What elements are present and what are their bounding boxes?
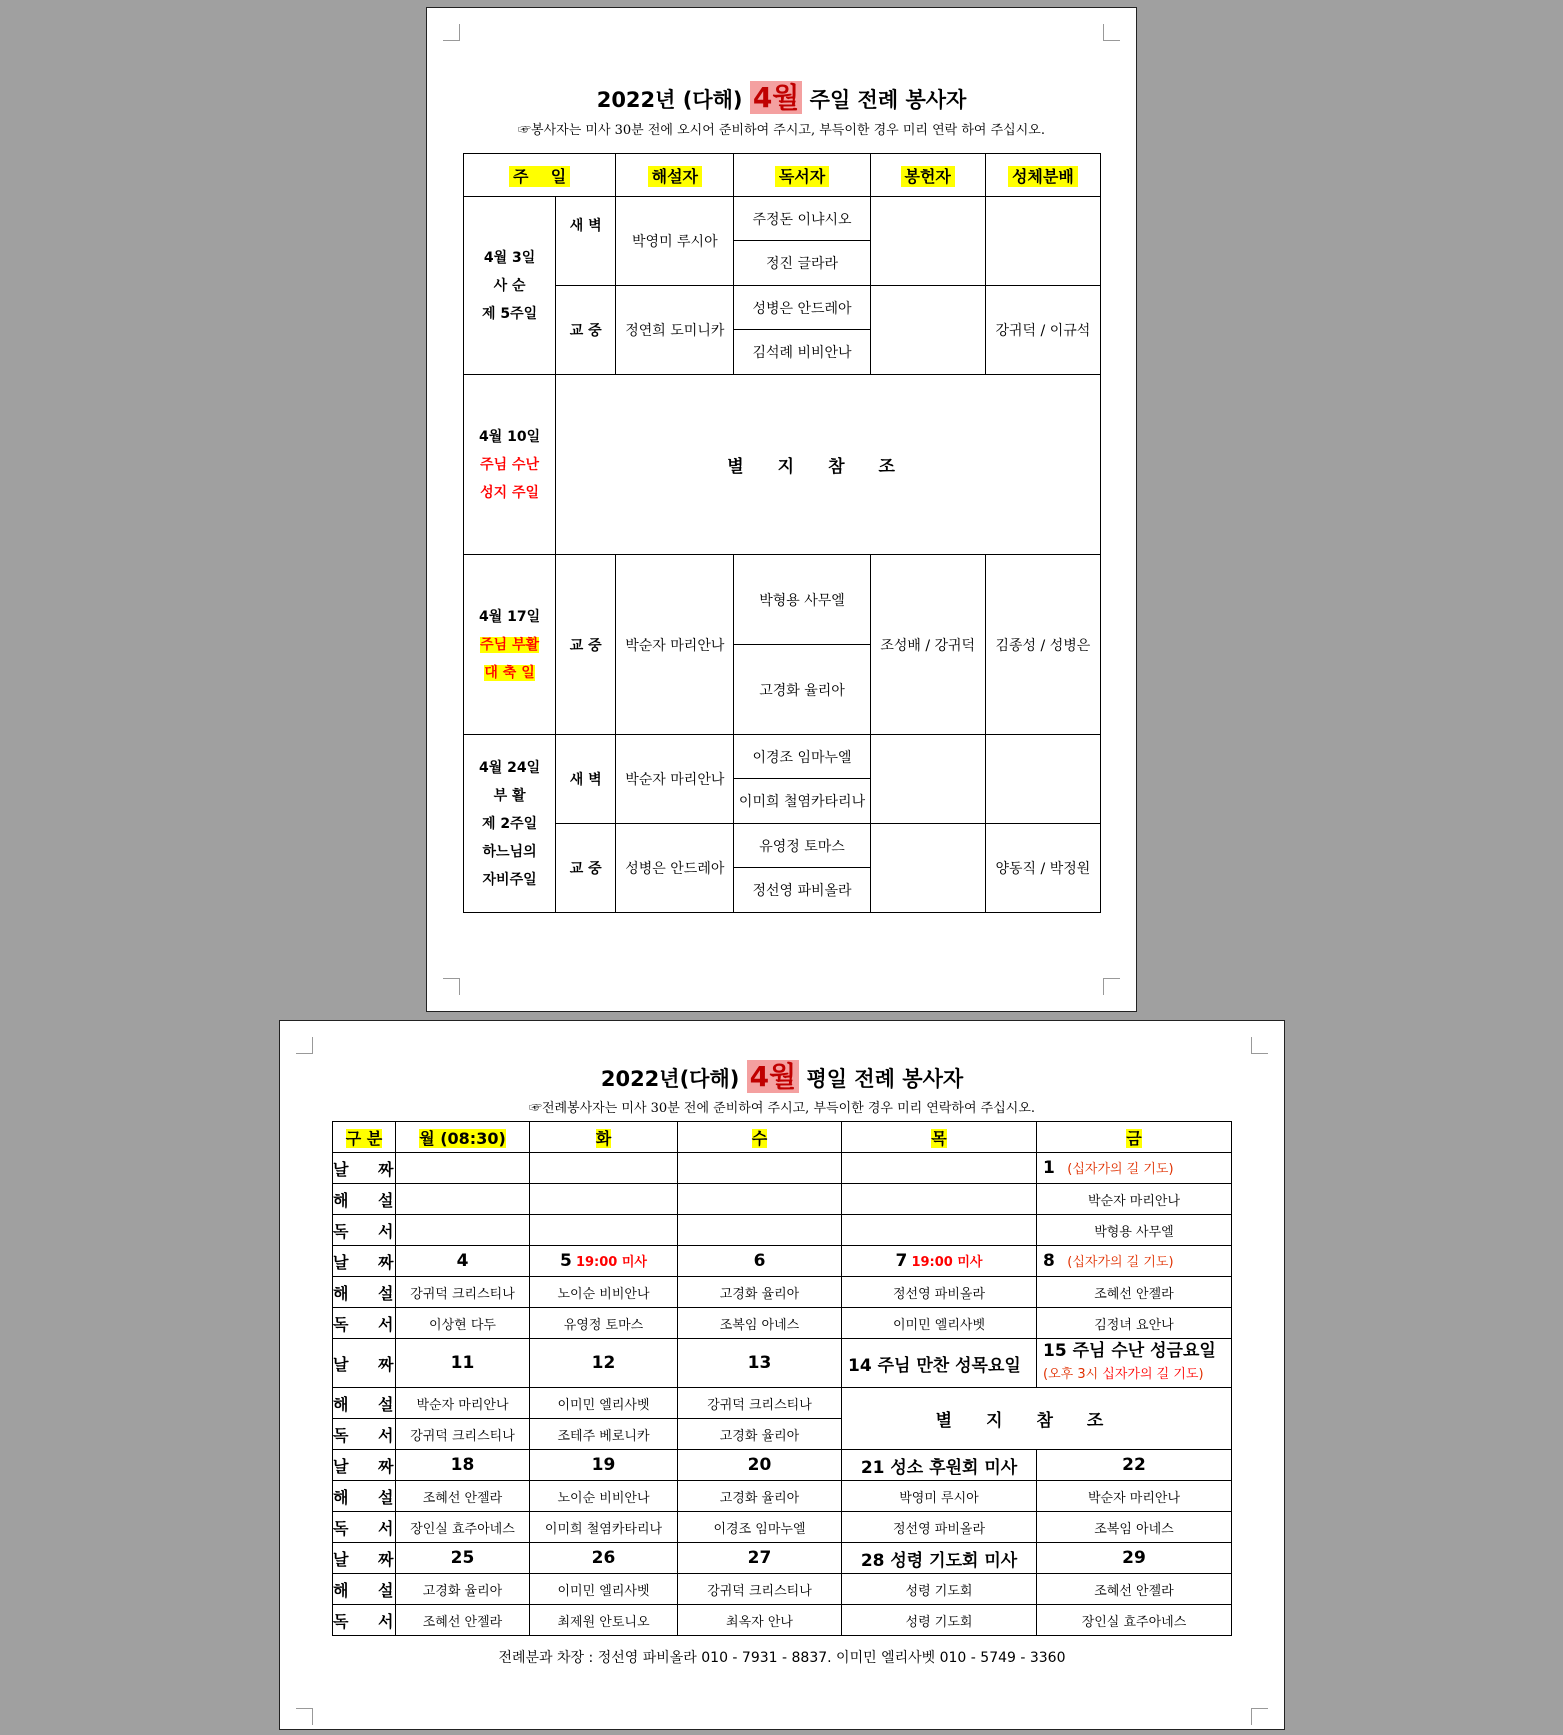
- date-cell: 14 주님 만찬 성목요일: [842, 1339, 1037, 1388]
- commentator-cell: 박순자 마리안나: [616, 735, 734, 824]
- date-row: [333, 1543, 1232, 1574]
- date-cell: 27: [678, 1543, 842, 1574]
- reader-cell: 조복임 아네스: [1037, 1512, 1232, 1543]
- row-label: 날 짜: [333, 1246, 396, 1277]
- reader-cell: 김정녀 요안나: [1037, 1308, 1232, 1339]
- commentator-cell: 고경화 율리아: [396, 1574, 530, 1605]
- commentator-cell: 이미민 엘리사벳: [530, 1388, 678, 1419]
- commentator-cell: 성령 기도회: [842, 1574, 1037, 1605]
- date-cell: 22: [1037, 1450, 1232, 1481]
- row-label: 해 설: [333, 1388, 396, 1419]
- date-cell: 29: [1037, 1543, 1232, 1574]
- table-header-row: [464, 154, 1101, 197]
- header-commentator: 해설자: [648, 166, 702, 187]
- communion-cell: [985, 197, 1100, 286]
- commentator-cell: 노이순 비비안나: [530, 1277, 678, 1308]
- header-wed: 수: [751, 1128, 768, 1148]
- date-row: [333, 1339, 1232, 1388]
- commentator-cell: 고경화 율리아: [678, 1481, 842, 1512]
- page-title: 2022년(다해) 4월 평일 전례 봉사자: [600, 1060, 964, 1093]
- row-label: 해 설: [333, 1184, 396, 1215]
- date-cell: 8 (십자가의 길 기도): [1037, 1246, 1232, 1277]
- day-cell: 4월 3일 사 순 제 5주일: [464, 197, 556, 375]
- crop-mark: [296, 1708, 313, 1725]
- commentator-cell: 고경화 율리아: [678, 1277, 842, 1308]
- reader-cell: 최옥자 안나: [678, 1605, 842, 1636]
- date-row: [333, 1246, 1232, 1277]
- table-row: [464, 735, 1101, 779]
- offertory-cell: [870, 286, 985, 375]
- commentator-cell: 강귀덕 크리스티나: [678, 1574, 842, 1605]
- reader-cell: 박형용 사무엘: [734, 555, 870, 645]
- row-label: 독 서: [333, 1512, 396, 1543]
- reader-cell: 이미희 철염카타리나: [530, 1512, 678, 1543]
- table-header-row: [333, 1122, 1232, 1153]
- date-cell: 28 성령 기도회 미사: [842, 1543, 1037, 1574]
- reader-cell: 이미민 엘리사벳: [842, 1308, 1037, 1339]
- crop-mark: [1251, 1037, 1268, 1054]
- commentator-cell: 정선영 파비올라: [842, 1277, 1037, 1308]
- reader-cell: 유영정 토마스: [530, 1308, 678, 1339]
- header-thu: 목: [931, 1128, 947, 1148]
- commentator-cell: 박영미 루시아: [616, 197, 734, 286]
- commentator-cell: 조혜선 안젤라: [1037, 1277, 1232, 1308]
- date-cell: 21 성소 후원회 미사: [842, 1450, 1037, 1481]
- reader-cell: 성병은 안드레아: [734, 286, 870, 330]
- header-communion: 성체분배: [1008, 166, 1078, 187]
- reader-cell: 장인실 효주아네스: [1037, 1605, 1232, 1636]
- reader-cell: 김석례 비비안나: [734, 330, 870, 375]
- reader-cell: 성령 기도회: [842, 1605, 1037, 1636]
- date-row: [333, 1153, 1232, 1184]
- commentator-cell: 노이순 비비안나: [530, 1481, 678, 1512]
- date-cell: 19: [530, 1450, 678, 1481]
- header-offertory: 봉헌자: [901, 166, 955, 187]
- reader-cell: 조혜선 안젤라: [396, 1605, 530, 1636]
- commentator-cell: 강귀덕 크리스티나: [678, 1388, 842, 1419]
- header-sunday: 주 일: [509, 166, 570, 187]
- commentator-cell: 박순자 마리안나: [396, 1388, 530, 1419]
- row-label: 해 설: [333, 1277, 396, 1308]
- table-row: [464, 286, 1101, 330]
- commentator-cell: 성병은 안드레아: [616, 824, 734, 913]
- service-label: 새 벽: [556, 197, 616, 286]
- date-cell: 5 19:00 미사: [530, 1246, 678, 1277]
- reader-cell: 고경화 율리아: [678, 1419, 842, 1450]
- communion-cell: 강귀덕 / 이규석: [985, 286, 1100, 375]
- service-label: 교 중: [556, 555, 616, 735]
- commentator-row: [333, 1277, 1232, 1308]
- page-note: ☞전례봉사자는 미사 30분 전에 준비하여 주시고, 부득이한 경우 미리 연락하여 주십시오.: [528, 1101, 1036, 1116]
- date-cell: 18: [396, 1450, 530, 1481]
- day-cell: 4월 10일 주님 수난 성지 주일: [464, 375, 556, 555]
- reader-row: [333, 1512, 1232, 1543]
- reader-cell: 이경조 임마누엘: [678, 1512, 842, 1543]
- commentator-row: [333, 1184, 1232, 1215]
- commentator-cell: 박순자 마리안나: [616, 555, 734, 735]
- reader-cell: 조테주 베로니카: [530, 1419, 678, 1450]
- reader-row: [333, 1308, 1232, 1339]
- commentator-cell: 조혜선 안젤라: [1037, 1574, 1232, 1605]
- commentator-row: [333, 1574, 1232, 1605]
- service-label: 새 벽: [556, 735, 616, 824]
- row-label: 독 서: [333, 1419, 396, 1450]
- day-cell: 4월 24일 부 활 제 2주일 하느님의 자비주일: [464, 735, 556, 913]
- commentator-cell: 박영미 루시아: [842, 1481, 1037, 1512]
- header-reader: 독서자: [775, 166, 829, 187]
- commentator-row: [333, 1481, 1232, 1512]
- document-page-2: [279, 1020, 1285, 1730]
- table-row: [464, 375, 1101, 555]
- date-cell: 20: [678, 1450, 842, 1481]
- header-mon: 월 (08:30): [419, 1128, 506, 1148]
- commentator-row: [333, 1388, 1232, 1419]
- header-category: 구 분: [345, 1128, 383, 1148]
- reader-cell: 유영정 토마스: [734, 824, 870, 868]
- commentator-cell: 박순자 마리안나: [1037, 1481, 1232, 1512]
- commentator-cell: 조혜선 안젤라: [396, 1481, 530, 1512]
- offertory-cell: [870, 735, 985, 824]
- table-row: [464, 824, 1101, 868]
- header-tue: 화: [595, 1128, 612, 1148]
- reader-cell: 이미희 철염카타리나: [734, 779, 870, 824]
- reader-cell: 강귀덕 크리스티나: [396, 1419, 530, 1450]
- crop-mark: [1251, 1708, 1268, 1725]
- communion-cell: 김종성 / 성병은: [985, 555, 1100, 735]
- reader-cell: 정진 글라라: [734, 241, 870, 286]
- row-label: 날 짜: [333, 1339, 396, 1388]
- date-cell: 15 주님 수난 성금요일 (오후 3시 십자가의 길 기도): [1037, 1339, 1232, 1388]
- weekday-schedule-table: [332, 1121, 1232, 1636]
- sunday-schedule-table: [463, 153, 1101, 913]
- row-label: 날 짜: [333, 1450, 396, 1481]
- date-cell: 7 19:00 미사: [842, 1246, 1037, 1277]
- date-cell: 11: [396, 1339, 530, 1388]
- table-row: [464, 197, 1101, 241]
- page-title: 2022년 (다해) 4월 주일 전례 봉사자: [596, 81, 967, 114]
- see-attachment-cell: 별지참조: [556, 375, 1101, 555]
- date-cell: 12: [530, 1339, 678, 1388]
- date-cell: 13: [678, 1339, 842, 1388]
- table-row: [464, 555, 1101, 645]
- row-label: 날 짜: [333, 1153, 396, 1184]
- offertory-cell: [870, 197, 985, 286]
- see-attachment-cell: 별지참조: [842, 1388, 1232, 1450]
- reader-row: [333, 1605, 1232, 1636]
- row-label: 독 서: [333, 1605, 396, 1636]
- contact-footer: 전례분과 차장 : 정선영 파비올라 010 - 7931 - 8837. 이미민 엘리사벳 010 - 5749 - 3360: [498, 1650, 1066, 1666]
- reader-row: [333, 1215, 1232, 1246]
- offertory-cell: 조성배 / 강귀덕: [870, 555, 985, 735]
- communion-cell: [985, 735, 1100, 824]
- crop-mark: [1103, 24, 1120, 41]
- reader-cell: 최제원 안토니오: [530, 1605, 678, 1636]
- crop-mark: [443, 24, 460, 41]
- header-fri: 금: [1126, 1128, 1142, 1148]
- date-cell: 25: [396, 1543, 530, 1574]
- crop-mark: [443, 978, 460, 995]
- reader-cell: 조복임 아네스: [678, 1308, 842, 1339]
- title-month: 4월: [747, 1060, 800, 1093]
- reader-cell: 정선영 파비올라: [842, 1512, 1037, 1543]
- crop-mark: [296, 1037, 313, 1054]
- day-cell: 4월 17일 주님 부활 대 축 일: [464, 555, 556, 735]
- date-cell: 4: [396, 1246, 530, 1277]
- crop-mark: [1103, 978, 1120, 995]
- service-label: 교 중: [556, 824, 616, 913]
- page-note: ☞봉사자는 미사 30분 전에 오시어 준비하여 주시고, 부득이한 경우 미리 연락 하여 주십시오.: [518, 123, 1045, 138]
- row-label: 날 짜: [333, 1543, 396, 1574]
- row-label: 독 서: [333, 1215, 396, 1246]
- document-page-1: [426, 7, 1137, 1012]
- date-cell: 6: [678, 1246, 842, 1277]
- offertory-cell: [870, 824, 985, 913]
- date-cell: 1 (십자가의 길 기도): [1037, 1153, 1232, 1184]
- title-month: 4월: [750, 81, 803, 114]
- communion-cell: 양동직 / 박정원: [985, 824, 1100, 913]
- reader-cell: 박형용 사무엘: [1037, 1215, 1232, 1246]
- reader-cell: 장인실 효주아네스: [396, 1512, 530, 1543]
- reader-cell: 이경조 임마누엘: [734, 735, 870, 779]
- commentator-cell: 강귀덕 크리스티나: [396, 1277, 530, 1308]
- reader-cell: 고경화 율리아: [734, 645, 870, 735]
- reader-cell: 정선영 파비올라: [734, 868, 870, 913]
- date-cell: 26: [530, 1543, 678, 1574]
- row-label: 해 설: [333, 1481, 396, 1512]
- date-row: [333, 1450, 1232, 1481]
- reader-cell: 주정돈 이냐시오: [734, 197, 870, 241]
- commentator-cell: 정연희 도미니카: [616, 286, 734, 375]
- commentator-cell: 박순자 마리안나: [1037, 1184, 1232, 1215]
- row-label: 독 서: [333, 1308, 396, 1339]
- commentator-cell: 이미민 엘리사벳: [530, 1574, 678, 1605]
- row-label: 해 설: [333, 1574, 396, 1605]
- service-label: 교 중: [556, 286, 616, 375]
- reader-cell: 이상현 다두: [396, 1308, 530, 1339]
